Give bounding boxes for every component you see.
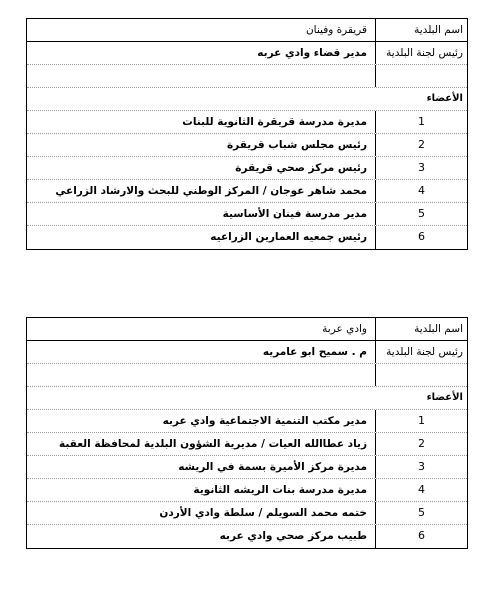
empty-label-cell: [375, 364, 467, 386]
municipality-name-value: قريقرة وفينان: [305, 24, 367, 36]
member-name: مديرة مدرسة قريقرة الثانوية للبنات: [182, 116, 367, 128]
member-row: [27, 456, 467, 479]
municipality-name-label: اسم البلدية: [375, 318, 467, 340]
member-row: [27, 157, 467, 180]
empty-label-cell: [375, 65, 467, 87]
member-row: [27, 525, 467, 548]
member-name: رئيس جمعيه العمارين الزراعيه: [210, 231, 367, 243]
member-name: مديرة مدرسة بنات الريشه الثانوية: [193, 484, 367, 496]
member-number: 2: [375, 433, 467, 455]
member-name: ختمه محمد السويلم / سلطة وادي الأردن: [159, 507, 367, 519]
member-name: زياد عطاالله العيات / مديرية الشؤون البلدية لمحافظة العقبة: [59, 438, 367, 450]
member-number: 4: [375, 479, 467, 501]
municipality-name-row: [27, 318, 467, 341]
empty-value-cell: [27, 364, 375, 386]
member-number: 5: [375, 203, 467, 225]
members-label: الأعضاء: [426, 392, 463, 403]
empty-value-cell: [27, 65, 375, 87]
member-row: [27, 203, 467, 226]
members-label: الأعضاء: [426, 93, 463, 104]
member-name: طبيب مركز صحي وادي عربه: [219, 530, 367, 542]
member-row: [27, 433, 467, 456]
member-number: 4: [375, 180, 467, 202]
members-header-row: [27, 88, 467, 111]
committee-head-label: رئيس لجنة البلدية: [375, 42, 467, 64]
committee-head-label: رئيس لجنة البلدية: [375, 341, 467, 363]
member-name: مدير مكتب التنمية الاجتماعية وادي عربه: [162, 415, 367, 427]
empty-row: [27, 65, 467, 88]
member-number: 1: [375, 111, 467, 133]
municipality-name-row: [27, 19, 467, 42]
members-header-row: [27, 387, 467, 410]
committee-head-row: [27, 341, 467, 364]
member-number: 6: [375, 525, 467, 548]
member-number: 2: [375, 134, 467, 156]
municipality-name-value: وادي عربة: [322, 323, 367, 335]
municipality-name-label: اسم البلدية: [375, 19, 467, 41]
member-row: [27, 479, 467, 502]
member-number: 3: [375, 157, 467, 179]
member-name: رئيس مجلس شباب قريقرة: [226, 139, 367, 151]
member-number: 3: [375, 456, 467, 478]
member-row: [27, 226, 467, 249]
member-name: مدير مدرسة فينان الأساسية: [222, 208, 367, 220]
member-row: [27, 410, 467, 433]
member-row: [27, 180, 467, 203]
member-name: مديرة مركز الأميرة بسمة في الريشه: [178, 461, 367, 473]
municipality-table-2: [26, 317, 468, 549]
member-name: محمد شاهر عوجان / المركز الوطني للبحث والارشاد الزراعي: [55, 185, 367, 197]
committee-head-value: م . سميح ابو عامريه: [262, 346, 367, 358]
municipality-table-1: [26, 18, 468, 250]
member-number: 5: [375, 502, 467, 524]
committee-head-value: مدير قضاء وادي عربه: [257, 47, 367, 59]
member-name: رئيس مركز صحي قريقرة: [235, 162, 367, 174]
member-row: [27, 134, 467, 157]
member-row: [27, 502, 467, 525]
committee-head-row: [27, 42, 467, 65]
member-number: 1: [375, 410, 467, 432]
member-row: [27, 111, 467, 134]
member-number: 6: [375, 226, 467, 249]
empty-row: [27, 364, 467, 387]
